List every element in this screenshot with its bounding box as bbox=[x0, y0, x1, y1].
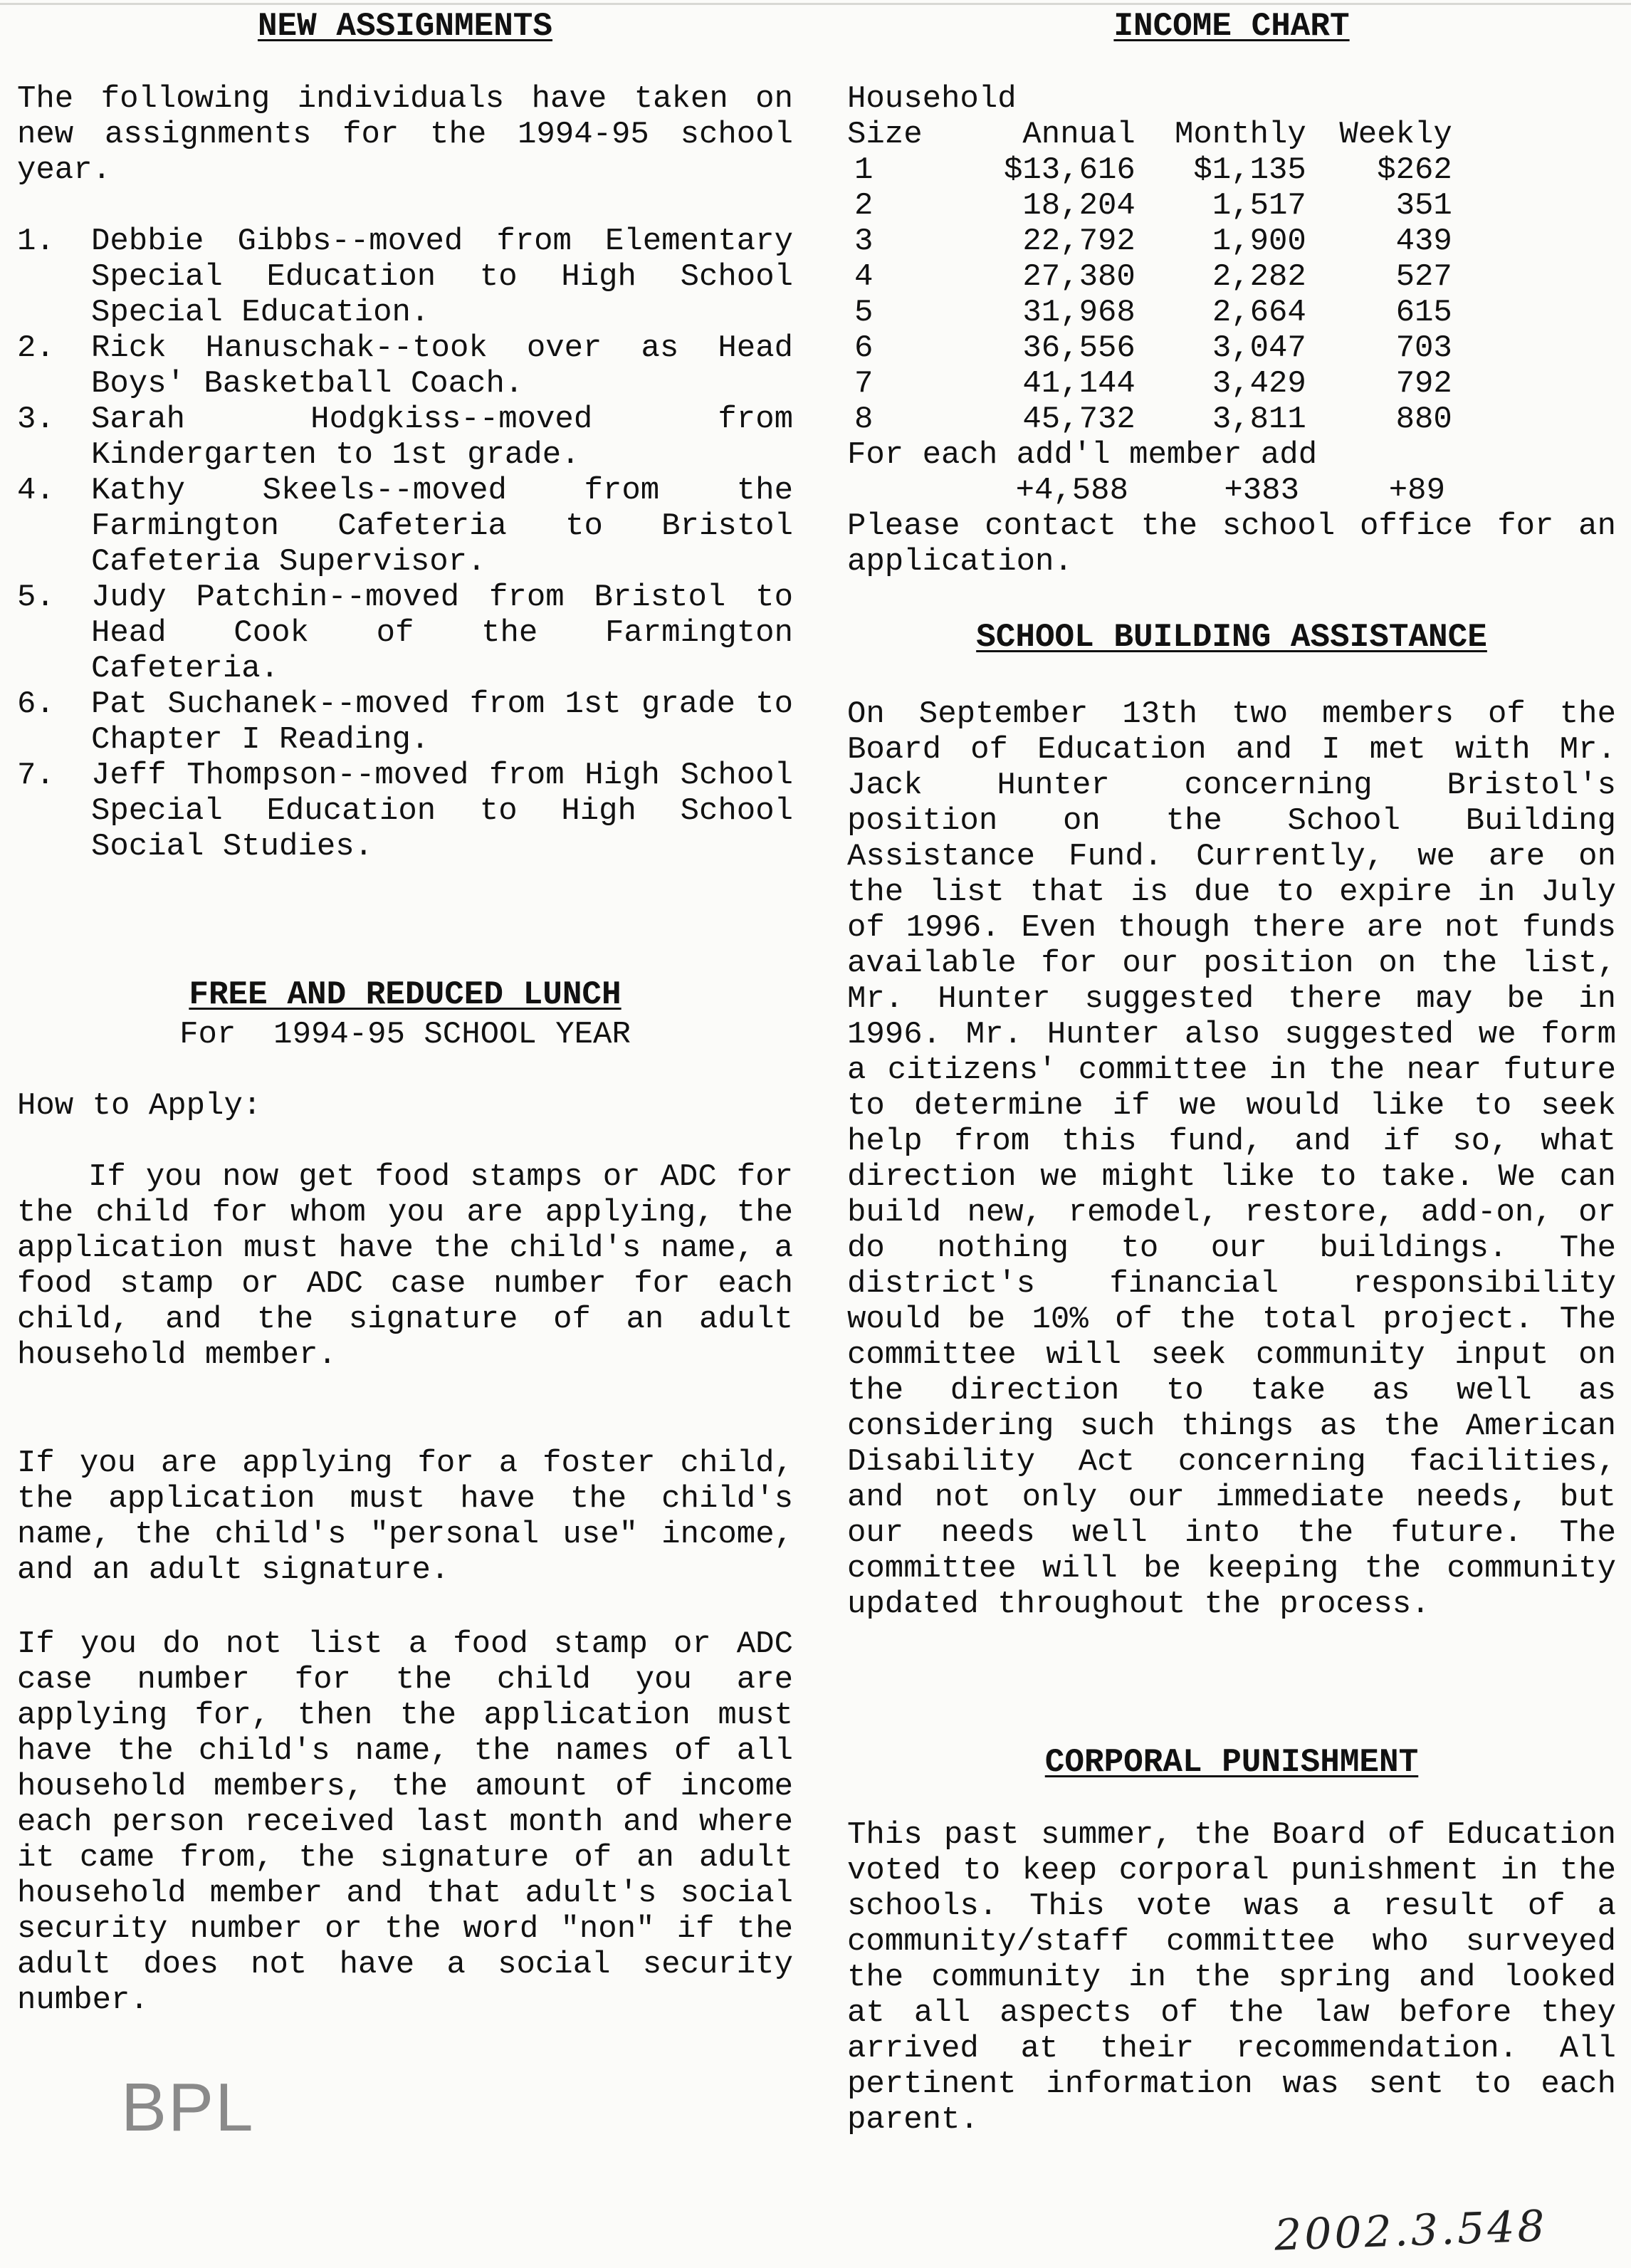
corporal-punishment-heading: CORPORAL PUNISHMENT bbox=[1044, 1744, 1419, 1781]
income-chart-heading: INCOME CHART bbox=[1113, 8, 1350, 45]
table-cell: 3,429 bbox=[1212, 366, 1306, 402]
table-row bbox=[847, 224, 1452, 259]
additional-member-row bbox=[847, 473, 1445, 508]
list-item: 7. Jeff Thompson--moved from High School Special Education to High School Social Studies. bbox=[17, 758, 793, 864]
table-cell: 1,517 bbox=[1212, 188, 1306, 224]
table-cell: $1,135 bbox=[1193, 152, 1306, 188]
table-cell: 615 bbox=[1395, 295, 1452, 330]
table-cell: 31,968 bbox=[1022, 295, 1136, 330]
column-header: Monthly bbox=[1175, 117, 1306, 152]
corporal-punishment-text: This past summer, the Board of Education voted to keep corporal punishment in the schools. This vote was a result of a community/staff committee who surveyed the community in the spring and looked at all aspects of the law before they arrived at their recommendation. All pertinent information was sent to each parent. bbox=[847, 1817, 1616, 2138]
table-cell: 3,811 bbox=[1212, 402, 1306, 437]
table-cell: 41,144 bbox=[1022, 366, 1136, 402]
list-item: 1. Debbie Gibbs--moved from Elementary Special Education to High School Special Education. bbox=[17, 224, 793, 330]
how-to-apply-label: How to Apply: bbox=[17, 1088, 262, 1124]
income-table-body bbox=[847, 152, 1452, 437]
table-cell: 18,204 bbox=[1022, 188, 1136, 224]
table-cell: 22,792 bbox=[1022, 224, 1136, 259]
column-header: Size bbox=[847, 117, 923, 152]
bpl-watermark: BPL bbox=[121, 2069, 255, 2146]
table-cell: 527 bbox=[1395, 259, 1452, 295]
free-lunch-paragraph-1: If you now get food stamps or ADC for the child for whom you are applying, the application must have the child's name, a food stamp or ADC case number for each child, and the signature of an adult household member. bbox=[17, 1159, 793, 1373]
table-row bbox=[847, 366, 1452, 402]
table-cell: 1 bbox=[854, 152, 874, 188]
table-cell: 27,380 bbox=[1022, 259, 1136, 295]
table-cell: 2 bbox=[854, 188, 874, 224]
table-cell: $262 bbox=[1377, 152, 1452, 188]
table-cell: 439 bbox=[1395, 224, 1452, 259]
right-column bbox=[847, 0, 1616, 2268]
additional-annual: +4,588 bbox=[1015, 473, 1128, 508]
list-item: 3. Sarah Hodgkiss--moved from Kindergarten to 1st grade. bbox=[17, 402, 793, 473]
list-item: 2. Rick Hanuschak--took over as Head Boys' Basketball Coach. bbox=[17, 330, 793, 402]
free-lunch-paragraph-3: If you do not list a food stamp or ADC case number for the child you are applying for, then the application must have the child's name, the names of all household members, the amount of income each person received last month and where it came from, the signature of an adult household member and that adult's social security number or the word "non" if the adult does not have a social security number. bbox=[17, 1626, 793, 2018]
table-cell: 2,664 bbox=[1212, 295, 1306, 330]
table-cell: 5 bbox=[854, 295, 874, 330]
column-header: Weekly bbox=[1339, 117, 1452, 152]
assignments-list bbox=[17, 224, 793, 864]
table-row bbox=[847, 152, 1452, 188]
table-cell: 36,556 bbox=[1022, 330, 1136, 366]
income-chart bbox=[847, 81, 1616, 580]
table-row bbox=[847, 188, 1452, 224]
table-cell: 703 bbox=[1395, 330, 1452, 366]
table-row bbox=[847, 402, 1452, 437]
free-lunch-paragraph-2: If you are applying for a foster child, the application must have the child's name, the child's "personal use" income, and an adult signature. bbox=[17, 1446, 793, 1588]
left-column bbox=[17, 0, 793, 2268]
table-cell: 792 bbox=[1395, 366, 1452, 402]
list-item: 4. Kathy Skeels--moved from the Farmington Cafeteria to Bristol Cafeteria Supervisor. bbox=[17, 473, 793, 580]
table-row bbox=[847, 295, 1452, 330]
additional-weekly: +89 bbox=[1388, 473, 1445, 508]
table-cell: 3 bbox=[854, 224, 874, 259]
new-assignments-heading: NEW ASSIGNMENTS bbox=[257, 8, 553, 45]
income-header-household: Household bbox=[847, 81, 1017, 117]
table-row bbox=[847, 259, 1452, 295]
column-header: Annual bbox=[1022, 117, 1136, 152]
free-lunch-subheading: For 1994-95 SCHOOL YEAR bbox=[179, 1017, 631, 1052]
table-header-row bbox=[847, 117, 1452, 152]
table-cell: 2,282 bbox=[1212, 259, 1306, 295]
additional-monthly: +383 bbox=[1224, 473, 1299, 508]
catalog-number-handwritten: 2002.3.548 bbox=[1273, 2201, 1548, 2261]
table-cell: 880 bbox=[1395, 402, 1452, 437]
table-row bbox=[847, 330, 1452, 366]
building-assistance-text: On September 13th two members of the Board of Education and I met with Mr. Jack Hunter concerning Bristol's position on the School Building Assistance Fund. Currently, we are on the list that is due to expire in July of 1996. Even though there are not funds available for our position on the list, Mr. Hunter suggested there may be in 1996. Mr. Hunter also suggested we form a citizens' committee in the near future to determine if we would like to seek help from this fund, and if so, what direction we might like to take. We can build new, remodel, restore, add-on, or do nothing to our buildings. The district's financial responsibility would be 10% of the total project. The committee will seek community input on the direction to take as well as considering such things as the American Disability Act concerning facilities, and not only our immediate needs, but our needs well into the future. The committee will be keeping the community updated throughout the process. bbox=[847, 696, 1616, 1622]
table-cell: 8 bbox=[854, 402, 874, 437]
table-cell: 3,047 bbox=[1212, 330, 1306, 366]
table-cell: 7 bbox=[854, 366, 874, 402]
building-assistance-heading: SCHOOL BUILDING ASSISTANCE bbox=[976, 619, 1487, 656]
income-contact-note: Please contact the school office for an application. bbox=[847, 508, 1616, 580]
free-lunch-heading: FREE AND REDUCED LUNCH bbox=[189, 976, 622, 1013]
table-cell: 45,732 bbox=[1022, 402, 1136, 437]
new-assignments-intro: The following individuals have taken on new assignments for the 1994-95 school year. bbox=[17, 81, 793, 188]
table-cell: 1,900 bbox=[1212, 224, 1306, 259]
list-item: 6. Pat Suchanek--moved from 1st grade to Chapter I Reading. bbox=[17, 686, 793, 758]
list-item: 5. Judy Patchin--moved from Bristol to Head Cook of the Farmington Cafeteria. bbox=[17, 580, 793, 686]
table-cell: 6 bbox=[854, 330, 874, 366]
table-cell: 4 bbox=[854, 259, 874, 295]
additional-member-label: For each add'l member add bbox=[847, 437, 1318, 473]
income-table bbox=[847, 117, 1452, 437]
table-cell: 351 bbox=[1395, 188, 1452, 224]
table-cell: $13,616 bbox=[1004, 152, 1136, 188]
